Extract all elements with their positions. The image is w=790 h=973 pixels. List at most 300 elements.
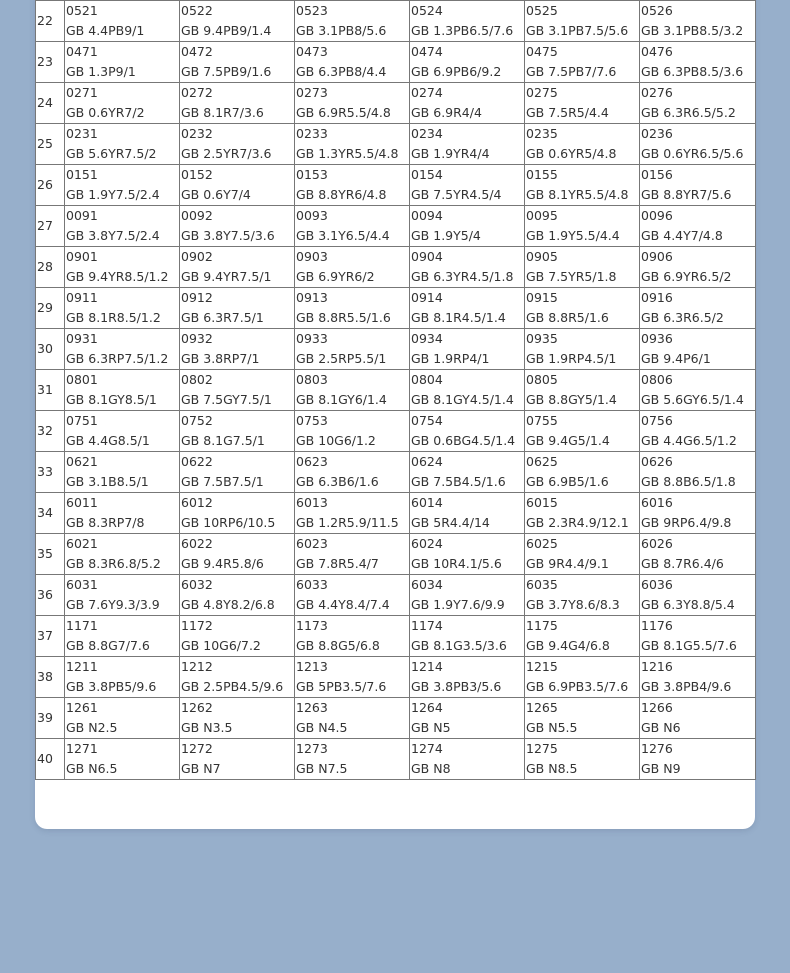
color-cell: [65, 616, 180, 657]
color-cell: [525, 165, 640, 206]
color-code: 6026: [641, 536, 673, 551]
color-code: 6033: [296, 577, 328, 592]
color-cell: [410, 165, 525, 206]
color-cell: [65, 739, 180, 780]
table-row: [36, 42, 756, 83]
color-cell: [65, 657, 180, 698]
color-code: 0155: [526, 167, 558, 182]
color-code: 0156: [641, 167, 673, 182]
color-cell: [65, 411, 180, 452]
color-cell: [180, 698, 295, 739]
gb-notation: GB 1.9Y5.5/4.4: [526, 228, 620, 243]
color-code: 0903: [296, 249, 328, 264]
color-cell: [295, 411, 410, 452]
gb-notation: GB 8.1GY4.5/1.4: [411, 392, 514, 407]
gb-notation: GB 8.8YR6/4.8: [296, 187, 387, 202]
table-row: [36, 698, 756, 739]
color-code: 0802: [181, 372, 213, 387]
color-code: 0935: [526, 331, 558, 346]
color-cell: [410, 329, 525, 370]
gb-notation: GB 10R4.1/5.6: [411, 556, 502, 571]
color-cell: [640, 575, 756, 616]
gb-notation: GB 5.6YR7.5/2: [66, 146, 157, 161]
color-cell: [525, 370, 640, 411]
color-cell: [640, 247, 756, 288]
gb-notation: GB 6.3R6.5/2: [641, 310, 724, 325]
color-code: 0756: [641, 413, 673, 428]
color-code: 0905: [526, 249, 558, 264]
color-code-table: [35, 0, 756, 780]
color-code: 0472: [181, 44, 213, 59]
color-code: 1213: [296, 659, 328, 674]
row-index: 23: [36, 42, 65, 83]
color-cell: [525, 616, 640, 657]
color-code: 1214: [411, 659, 443, 674]
color-code: 0154: [411, 167, 443, 182]
table-row: [36, 739, 756, 780]
color-cell: [640, 329, 756, 370]
color-cell: [640, 493, 756, 534]
color-cell: [65, 288, 180, 329]
row-index: 27: [36, 206, 65, 247]
color-code: 0273: [296, 85, 328, 100]
color-cell: [410, 493, 525, 534]
gb-notation: GB 9.4YR7.5/1: [181, 269, 272, 284]
color-cell: [65, 329, 180, 370]
gb-notation: GB 1.3PB6.5/7.6: [411, 23, 514, 38]
color-code: 0473: [296, 44, 328, 59]
gb-notation: GB 8.1G5.5/7.6: [641, 638, 737, 653]
color-cell: [640, 616, 756, 657]
color-code: 0096: [641, 208, 673, 223]
gb-notation: GB 9.4PB9/1.4: [181, 23, 272, 38]
row-index: 36: [36, 575, 65, 616]
gb-notation: GB 8.8G5/6.8: [296, 638, 380, 653]
color-code: 0523: [296, 3, 328, 18]
row-index: 29: [36, 288, 65, 329]
gb-notation: GB 3.8RP7/1: [181, 351, 260, 366]
gb-notation: GB 7.5YR4.5/4: [411, 187, 502, 202]
gb-notation: GB 3.1PB7.5/5.6: [526, 23, 629, 38]
gb-notation: GB 1.9RP4.5/1: [526, 351, 617, 366]
table-row: [36, 370, 756, 411]
table-row: [36, 616, 756, 657]
gb-notation: GB N7.5: [296, 761, 348, 776]
color-code: 1211: [66, 659, 98, 674]
gb-notation: GB 8.1YR5.5/4.8: [526, 187, 629, 202]
color-cell: [410, 411, 525, 452]
gb-notation: GB 8.8G7/7.6: [66, 638, 150, 653]
color-code: 6021: [66, 536, 98, 551]
gb-notation: GB 8.1GY6/1.4: [296, 392, 387, 407]
gb-notation: GB 3.1PB8.5/3.2: [641, 23, 744, 38]
color-code: 0272: [181, 85, 213, 100]
gb-notation: GB N4.5: [296, 720, 348, 735]
table-body: [36, 1, 756, 780]
gb-notation: GB 3.1B8.5/1: [66, 474, 149, 489]
gb-notation: GB 9.4G5/1.4: [526, 433, 610, 448]
color-code: 0275: [526, 85, 558, 100]
color-cell: [180, 534, 295, 575]
gb-notation: GB 7.5YR5/1.8: [526, 269, 617, 284]
gb-notation: GB 2.5RP5.5/1: [296, 351, 387, 366]
color-code: 0091: [66, 208, 98, 223]
color-code: 0904: [411, 249, 443, 264]
color-code: 0755: [526, 413, 558, 428]
gb-notation: GB 0.6BG4.5/1.4: [411, 433, 516, 448]
color-cell: [640, 370, 756, 411]
color-cell: [525, 329, 640, 370]
gb-notation: GB 3.8PB3/5.6: [411, 679, 502, 694]
color-code: 0906: [641, 249, 673, 264]
gb-notation: GB 3.1Y6.5/4.4: [296, 228, 390, 243]
gb-notation: GB 0.6YR5/4.8: [526, 146, 617, 161]
gb-notation: GB 5.6GY6.5/1.4: [641, 392, 744, 407]
table-row: [36, 452, 756, 493]
gb-notation: GB 7.5B4.5/1.6: [411, 474, 506, 489]
color-code: 0526: [641, 3, 673, 18]
color-code: 6011: [66, 495, 98, 510]
color-cell: [640, 657, 756, 698]
color-cell: [410, 247, 525, 288]
color-code: 6022: [181, 536, 213, 551]
gb-notation: GB 8.1R7/3.6: [181, 105, 264, 120]
color-cell: [65, 575, 180, 616]
gb-notation: GB 7.5GY7.5/1: [181, 392, 272, 407]
table-row: [36, 493, 756, 534]
color-code: 1171: [66, 618, 98, 633]
gb-notation: GB 8.3RP7/8: [66, 515, 145, 530]
gb-notation: GB 6.3PB8.5/3.6: [641, 64, 744, 79]
gb-notation: GB 6.3Y8.8/5.4: [641, 597, 735, 612]
color-code: 0805: [526, 372, 558, 387]
color-cell: [295, 329, 410, 370]
gb-notation: GB 7.8R5.4/7: [296, 556, 379, 571]
color-code: 6025: [526, 536, 558, 551]
color-cell: [295, 288, 410, 329]
gb-notation: GB N2.5: [66, 720, 118, 735]
gb-notation: GB 4.4Y8.4/7.4: [296, 597, 390, 612]
color-cell: [180, 452, 295, 493]
table-row: [36, 83, 756, 124]
row-index: 24: [36, 83, 65, 124]
gb-notation: GB N6: [641, 720, 681, 735]
color-code: 0913: [296, 290, 328, 305]
color-code: 0525: [526, 3, 558, 18]
color-code: 0092: [181, 208, 213, 223]
color-code: 0232: [181, 126, 213, 141]
gb-notation: GB 8.8YR7/5.6: [641, 187, 732, 202]
color-code: 0804: [411, 372, 443, 387]
color-cell: [65, 1, 180, 42]
color-cell: [180, 657, 295, 698]
gb-notation: GB 4.8Y8.2/6.8: [181, 597, 275, 612]
color-cell: [180, 288, 295, 329]
color-code: 1263: [296, 700, 328, 715]
gb-notation: GB 0.6YR7/2: [66, 105, 145, 120]
gb-notation: GB N8.5: [526, 761, 578, 776]
gb-notation: GB 8.8R5.5/1.6: [296, 310, 391, 325]
color-cell: [295, 657, 410, 698]
color-code: 1175: [526, 618, 558, 633]
color-code: 0931: [66, 331, 98, 346]
color-code: 0474: [411, 44, 443, 59]
color-code: 0933: [296, 331, 328, 346]
gb-notation: GB N3.5: [181, 720, 233, 735]
color-cell: [525, 124, 640, 165]
gb-notation: GB 3.8PB5/9.6: [66, 679, 157, 694]
content-card: [35, 0, 755, 829]
gb-notation: GB 10RP6/10.5: [181, 515, 276, 530]
color-cell: [410, 616, 525, 657]
color-code: 6032: [181, 577, 213, 592]
gb-notation: GB 7.5PB7/7.6: [526, 64, 617, 79]
color-code: 0934: [411, 331, 443, 346]
gb-notation: GB 6.3RP7.5/1.2: [66, 351, 169, 366]
gb-notation: GB 1.9Y7.5/2.4: [66, 187, 160, 202]
color-code: 0476: [641, 44, 673, 59]
table-row: [36, 411, 756, 452]
color-cell: [295, 534, 410, 575]
color-cell: [410, 370, 525, 411]
table-row: [36, 124, 756, 165]
color-code: 0932: [181, 331, 213, 346]
color-cell: [410, 83, 525, 124]
gb-notation: GB 7.5R5/4.4: [526, 105, 609, 120]
color-code: 1265: [526, 700, 558, 715]
gb-notation: GB 2.3R4.9/12.1: [526, 515, 629, 530]
gb-notation: GB 10G6/7.2: [181, 638, 261, 653]
gb-notation: GB 5PB3.5/7.6: [296, 679, 387, 694]
color-code: 0625: [526, 454, 558, 469]
gb-notation: GB 9.4YR8.5/1.2: [66, 269, 169, 284]
color-cell: [180, 83, 295, 124]
color-cell: [525, 83, 640, 124]
color-code: 0151: [66, 167, 98, 182]
color-code: 1264: [411, 700, 443, 715]
color-code: 1262: [181, 700, 213, 715]
gb-notation: GB 5R4.4/14: [411, 515, 490, 530]
color-code: 6034: [411, 577, 443, 592]
color-code: 6015: [526, 495, 558, 510]
color-cell: [65, 370, 180, 411]
gb-notation: GB 7.5PB9/1.6: [181, 64, 272, 79]
gb-notation: GB 8.1R8.5/1.2: [66, 310, 161, 325]
gb-notation: GB 0.6YR6.5/5.6: [641, 146, 744, 161]
color-cell: [65, 698, 180, 739]
color-cell: [295, 698, 410, 739]
color-cell: [65, 83, 180, 124]
row-index: 28: [36, 247, 65, 288]
color-code: 0622: [181, 454, 213, 469]
color-code: 0916: [641, 290, 673, 305]
color-cell: [180, 329, 295, 370]
color-code: 1212: [181, 659, 213, 674]
row-index: 39: [36, 698, 65, 739]
color-code: 0095: [526, 208, 558, 223]
color-cell: [180, 124, 295, 165]
color-code: 6012: [181, 495, 213, 510]
color-code: 1272: [181, 741, 213, 756]
gb-notation: GB 4.4PB9/1: [66, 23, 145, 38]
color-code: 6014: [411, 495, 443, 510]
color-code: 0475: [526, 44, 558, 59]
color-cell: [180, 247, 295, 288]
color-cell: [525, 288, 640, 329]
color-code: 0094: [411, 208, 443, 223]
gb-notation: GB 8.1GY8.5/1: [66, 392, 157, 407]
gb-notation: GB 0.6Y7/4: [181, 187, 251, 202]
gb-notation: GB 6.9R4/4: [411, 105, 482, 120]
table-row: [36, 329, 756, 370]
gb-notation: GB 1.3P9/1: [66, 64, 136, 79]
gb-notation: GB 8.1R4.5/1.4: [411, 310, 506, 325]
color-cell: [180, 739, 295, 780]
gb-notation: GB N6.5: [66, 761, 118, 776]
color-cell: [640, 42, 756, 83]
color-code: 1261: [66, 700, 98, 715]
color-cell: [640, 288, 756, 329]
color-code: 1276: [641, 741, 673, 756]
color-code: 6024: [411, 536, 443, 551]
color-code: 0153: [296, 167, 328, 182]
row-index: 31: [36, 370, 65, 411]
gb-notation: GB 6.3R7.5/1: [181, 310, 264, 325]
color-code: 1176: [641, 618, 673, 633]
color-code: 0522: [181, 3, 213, 18]
gb-notation: GB N9: [641, 761, 681, 776]
color-code: 0524: [411, 3, 443, 18]
row-index: 25: [36, 124, 65, 165]
color-cell: [525, 698, 640, 739]
color-cell: [180, 206, 295, 247]
color-cell: [410, 452, 525, 493]
color-cell: [180, 493, 295, 534]
row-index: 38: [36, 657, 65, 698]
gb-notation: GB 4.4G8.5/1: [66, 433, 150, 448]
color-cell: [640, 124, 756, 165]
row-index: 26: [36, 165, 65, 206]
color-cell: [180, 575, 295, 616]
color-cell: [525, 575, 640, 616]
color-code: 6036: [641, 577, 673, 592]
color-cell: [640, 534, 756, 575]
row-index: 37: [36, 616, 65, 657]
color-cell: [295, 83, 410, 124]
gb-notation: GB 6.9YR6.5/2: [641, 269, 732, 284]
gb-notation: GB 4.4G6.5/1.2: [641, 433, 737, 448]
color-code: 0801: [66, 372, 98, 387]
color-code: 0901: [66, 249, 98, 264]
color-code: 0803: [296, 372, 328, 387]
color-cell: [525, 739, 640, 780]
gb-notation: GB 9.4R5.8/6: [181, 556, 264, 571]
color-code: 0623: [296, 454, 328, 469]
color-code: 1273: [296, 741, 328, 756]
color-cell: [525, 657, 640, 698]
color-cell: [525, 411, 640, 452]
gb-notation: GB 6.9R5.5/4.8: [296, 105, 391, 120]
gb-notation: GB 8.1G7.5/1: [181, 433, 265, 448]
color-code: 0233: [296, 126, 328, 141]
gb-notation: GB 6.9PB3.5/7.6: [526, 679, 629, 694]
color-cell: [640, 411, 756, 452]
gb-notation: GB N5: [411, 720, 451, 735]
color-cell: [295, 165, 410, 206]
color-code: 1172: [181, 618, 213, 633]
color-cell: [295, 616, 410, 657]
color-code: 6023: [296, 536, 328, 551]
color-code: 0624: [411, 454, 443, 469]
gb-notation: GB 8.7R6.4/6: [641, 556, 724, 571]
color-cell: [410, 1, 525, 42]
gb-notation: GB 1.9Y7.6/9.9: [411, 597, 505, 612]
gb-notation: GB 6.9B5/1.6: [526, 474, 609, 489]
color-cell: [180, 1, 295, 42]
color-cell: [525, 206, 640, 247]
gb-notation: GB 7.6Y9.3/3.9: [66, 597, 160, 612]
color-cell: [640, 165, 756, 206]
color-code: 0915: [526, 290, 558, 305]
gb-notation: GB 1.3YR5.5/4.8: [296, 146, 399, 161]
color-cell: [295, 370, 410, 411]
color-cell: [295, 124, 410, 165]
table-row: [36, 575, 756, 616]
color-cell: [295, 42, 410, 83]
color-cell: [65, 452, 180, 493]
color-code: 1174: [411, 618, 443, 633]
row-index: 32: [36, 411, 65, 452]
color-code: 0626: [641, 454, 673, 469]
color-code: 1274: [411, 741, 443, 756]
color-code: 0274: [411, 85, 443, 100]
row-index: 35: [36, 534, 65, 575]
gb-notation: GB 6.3PB8/4.4: [296, 64, 387, 79]
color-cell: [180, 370, 295, 411]
gb-notation: GB 2.5PB4.5/9.6: [181, 679, 284, 694]
gb-notation: GB 10G6/1.2: [296, 433, 376, 448]
color-code: 0936: [641, 331, 673, 346]
gb-notation: GB 1.9YR4/4: [411, 146, 490, 161]
color-cell: [295, 493, 410, 534]
color-code: 0751: [66, 413, 98, 428]
color-cell: [410, 739, 525, 780]
color-cell: [410, 657, 525, 698]
color-cell: [295, 247, 410, 288]
color-cell: [410, 534, 525, 575]
color-cell: [410, 575, 525, 616]
color-cell: [525, 1, 640, 42]
row-index: 40: [36, 739, 65, 780]
color-code: 0914: [411, 290, 443, 305]
color-code: 0234: [411, 126, 443, 141]
gb-notation: GB 8.8B6.5/1.8: [641, 474, 736, 489]
color-cell: [640, 452, 756, 493]
color-cell: [410, 206, 525, 247]
color-cell: [410, 698, 525, 739]
color-code: 6035: [526, 577, 558, 592]
color-code: 0521: [66, 3, 98, 18]
color-cell: [640, 739, 756, 780]
color-code: 0093: [296, 208, 328, 223]
color-code: 0231: [66, 126, 98, 141]
gb-notation: GB N7: [181, 761, 221, 776]
color-cell: [65, 534, 180, 575]
color-code: 0753: [296, 413, 328, 428]
row-index: 33: [36, 452, 65, 493]
color-cell: [295, 739, 410, 780]
gb-notation: GB 1.2R5.9/11.5: [296, 515, 399, 530]
